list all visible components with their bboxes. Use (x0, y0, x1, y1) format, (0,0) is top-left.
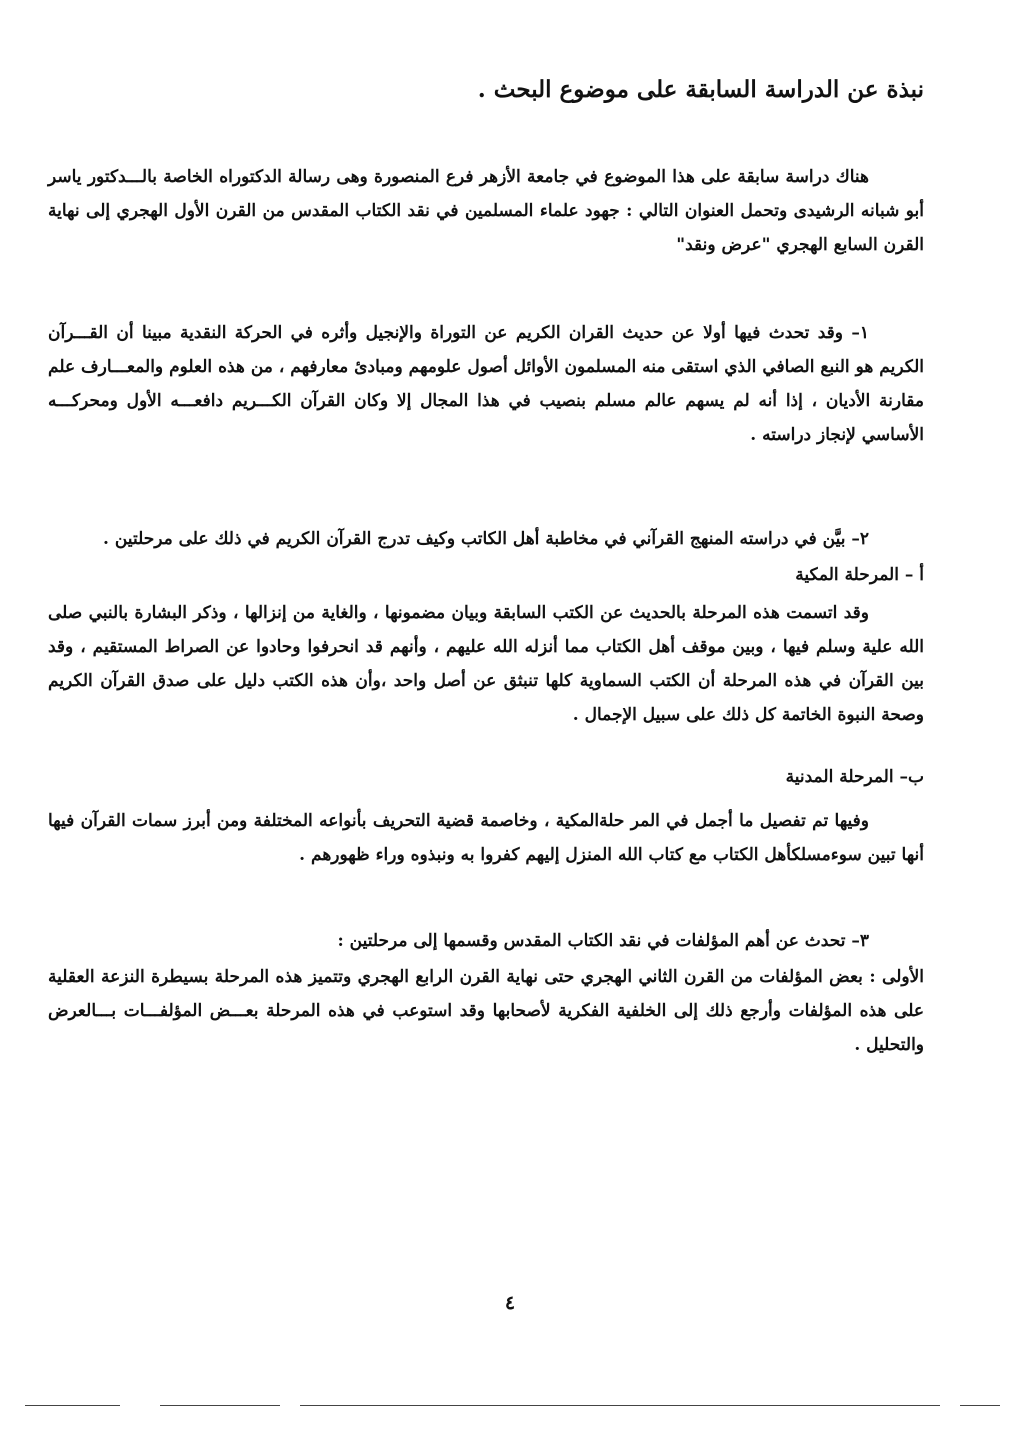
bottom-rule-segment (160, 1405, 280, 1406)
point-3-paragraph: ٣– تحدث عن أهم المؤلفات في نقد الكتاب المقدس وقسمها إلى مرحلتين : (337, 931, 869, 951)
meccan-stage-heading: أ – المرحلة المكية (795, 565, 924, 585)
page-title: نبذة عن الدراسة السابقة على موضوع البحث . (477, 76, 924, 103)
medinan-stage-paragraph: وفيها تم تفصيل ما أجمل في المر حلةالمكية ، وخاصمة قضية التحريف بأنواعه المختلفة ومن أبرز سمات القرآن فيها أنها تبين سوءمسلكأهل الكتاب مع كتاب الله المنزل إليهم كفروا به ونبذوه وراء ظهورهم . (48, 811, 924, 865)
point-2-paragraph: ٢– بيَّن في دراسته المنهج القرآني في مخاطبة أهل الكاتب وكيف تدرج القرآن الكريم في ذلك على مرحلتين . (103, 529, 869, 549)
bottom-rule-segment (960, 1405, 1000, 1406)
meccan-stage-paragraph: وقد اتسمت هذه المرحلة بالحديث عن الكتب السابقة وبيان مضمونها ، والغاية من إنزالها ، وذكر البشارة بالنبي صلى الله علية وسلم فيها ، وبين موقف أهل الكتاب مما أنزله الله عليهم ، وأنهم قد انحرفوا وحادوا عن الصراط المستقيم ، وقد بين القرآن في هذه المرحلة أن الكتب السماوية كلها تنبثق عن أصل واحد ،وأن هذه الكتب دليل على صدق القرآن الكريم وصحة النبوة الخاتمة كل ذلك على سبيل الإجمال . (48, 603, 924, 725)
point-1-paragraph: ١– وقد تحدث فيها أولا عن حديث القران الكريم عن التوراة والإنجيل وأثره في الحركة النقدية مبينا أن القـــرآن الكريم هو النبع الصافي الذي استقى منه المسلمون الأوائل أصول علومهم ومبادئ معارفهم ، من هذه العلوم والمعـــارف علم مقارنة الأديان ، إذا أنه لم يسهم عالم مسلم بنصيب في هذا المجال إلا وكان القرآن الكـــريم دافعـــه الأول ومحركـــه الأساسي لإنجاز دراسته . (48, 323, 924, 445)
first-stage-paragraph: الأولى : بعض المؤلفات من القرن الثاني الهجري حتى نهاية القرن الرابع الهجري وتتميز هذه المرحلة بسيطرة النزعة العقلية على هذه المؤلفات وأرجع ذلك إلى الخلفية الفكرية لأصحابها وقد استوعب في هذه المرحلة بعـــض المؤلفـــات بـــالعرض والتحليل . (48, 967, 924, 1055)
bottom-rule-segment (300, 1405, 940, 1406)
intro-paragraph: هناك دراسة سابقة على هذا الموضوع في جامعة الأزهر فرع المنصورة وهى رسالة الدكتوراه الخاصة بالـــدكتور ياسر أبو شبانه الرشيدى وتحمل العنوان التالي : جهود علماء المسلمين في نقد الكتاب المقدس من القرن الأول الهجري إلى نهاية القرن السابع الهجري "عرض ونقد" (48, 167, 924, 255)
bottom-rule-segment (25, 1405, 120, 1406)
page-number: ٤ (504, 1292, 516, 1314)
medinan-stage-heading: ب– المرحلة المدنية (785, 767, 924, 787)
